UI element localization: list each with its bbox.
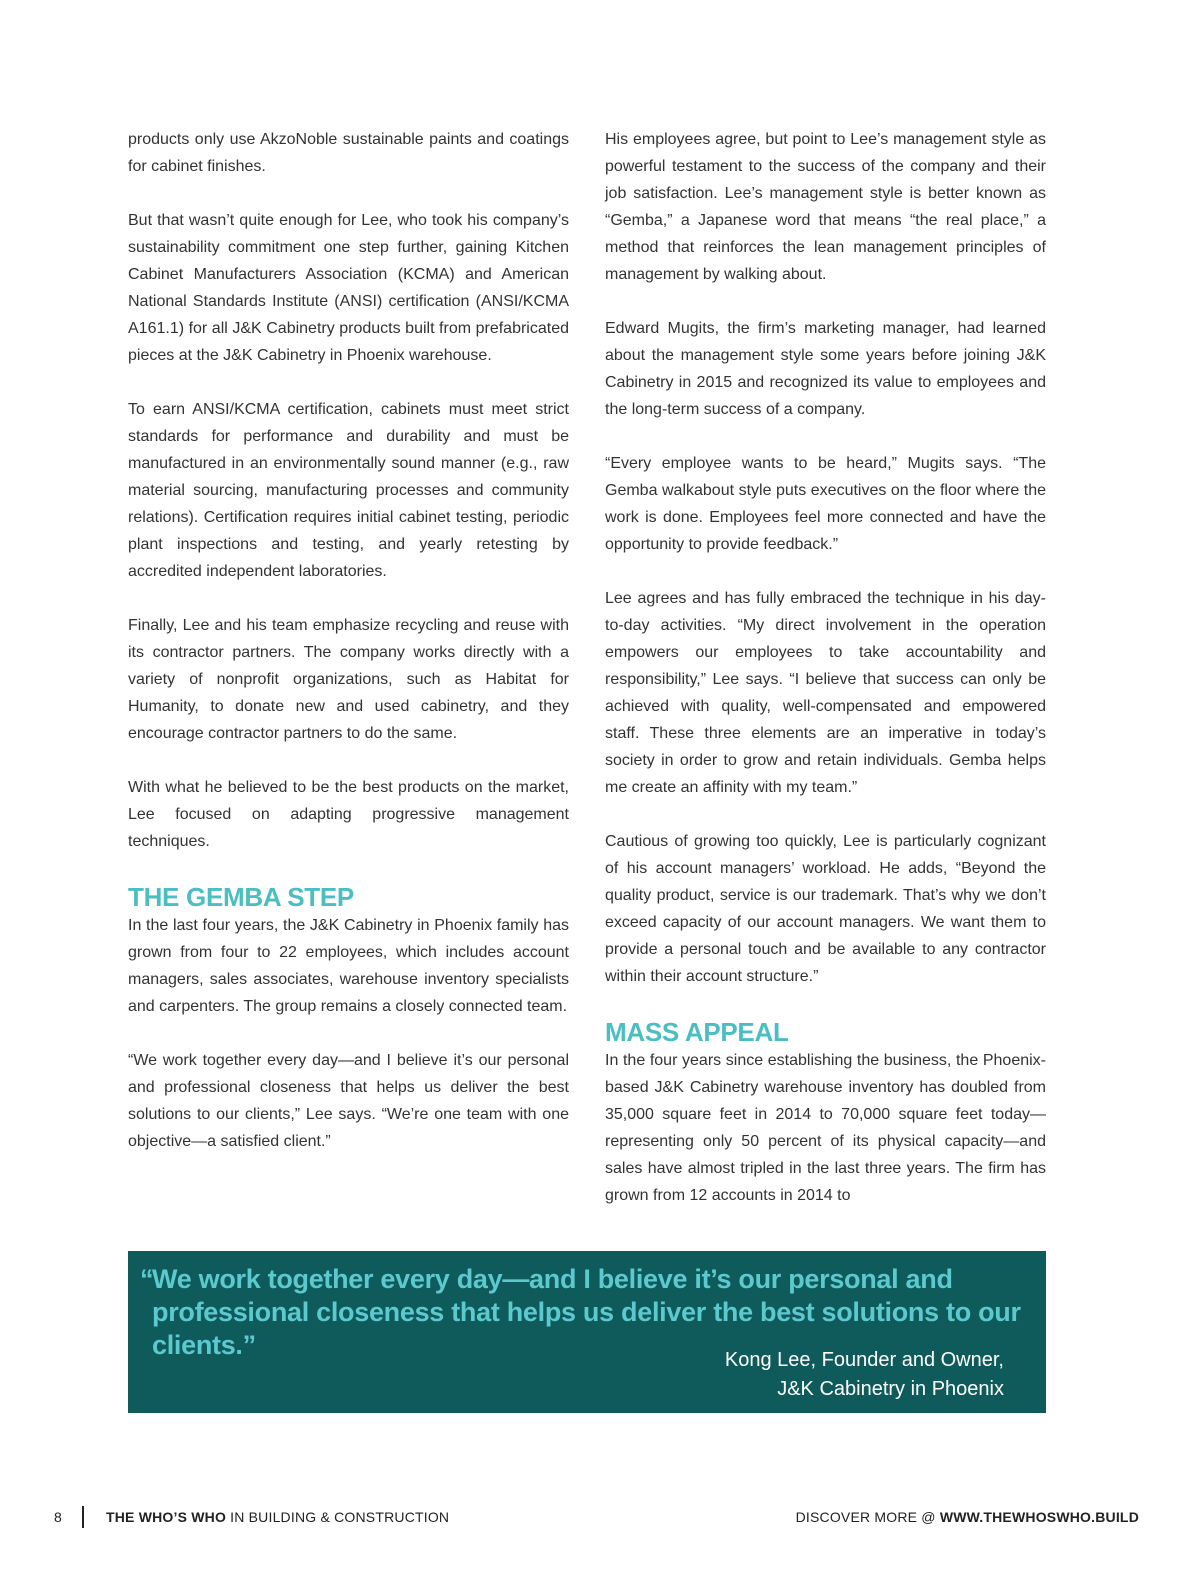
- paragraph: “We work together every day—and I believe it’s our personal and professional closeness that helps us deliver the best solutions to our clients,” Lee says. “We’re one team with one objective—a satisfied client.”: [128, 1052, 569, 1150]
- paragraph: His employees agree, but point to Lee’s management style as powerful testament to the success of the company and their job satisfaction. Lee’s management style is better known as “Gemba,” a Japanese word that means “the real place,” a method that reinforces the lean management principles of management by walking about.: [605, 131, 1046, 283]
- paragraph: “Every employee wants to be heard,” Mugits says. “The Gemba walkabout style puts executives on the floor where the work is done. Employees feel more connected and have the opportunity to provide feedback.”: [605, 455, 1046, 553]
- pull-quote-attribution: [725, 1346, 1004, 1404]
- discover-more: [796, 1503, 1139, 1531]
- publication-name-bold: THE WHO’S WHO: [106, 1509, 227, 1525]
- publication-name-rest: IN BUILDING & CONSTRUCTION: [226, 1509, 450, 1525]
- attribution-line-1: Kong Lee, Founder and Owner,: [724, 1349, 1004, 1371]
- page-footer: [0, 1503, 1200, 1531]
- paragraph: products only use AkzoNoble sustainable paints and coatings for cabinet finishes.: [128, 131, 569, 175]
- footer-divider: [82, 1506, 84, 1528]
- open-quote-mark: “: [140, 1264, 154, 1294]
- pull-quote-body: We work together every day—and I believe it’s our personal and professional closeness that helps us deliver the best solutions to our clients.”: [152, 1264, 1021, 1360]
- paragraph: In the last four years, the J&K Cabinetry in Phoenix family has grown from four to 22 employees, which includes account managers, sales associates, warehouse inventory specialists and carpenters. The group remains a closely connected team.: [128, 917, 569, 1015]
- paragraph: Cautious of growing too quickly, Lee is particularly cognizant of his account managers’ workload. He adds, “Beyond the quality product, service is our trademark. That’s why we don’t exceed capacity of our account managers. We want them to provide a personal touch and be available to any contractor within their account structure.”: [605, 833, 1046, 985]
- section-heading-gemba-step: THE GEMBA STEP: [128, 882, 354, 912]
- attribution-line-2: J&K Cabinetry in Phoenix: [777, 1378, 1004, 1400]
- paragraph: But that wasn’t quite enough for Lee, who took his company’s sustainability commitment one step further, gaining Kitchen Cabinet Manufacturers Association (KCMA) and American National Standards Institute (ANSI) certification (ANSI/KCMA A161.1) for all J&K Cabinetry products built from prefabricated pieces at the J&K Cabinetry in Phoenix warehouse.: [128, 212, 569, 364]
- right-column: [605, 126, 1046, 1236]
- website-link[interactable]: WWW.THEWHOSWHO.BUILD: [939, 1509, 1139, 1525]
- paragraph: Lee agrees and has fully embraced the technique in his day-to-day activities. “My direct involvement in the operation empowers our employees to take accountability and responsibility,” Lee says. “I believe that success can only be achieved with quality, well-compensated and empowered staff. These three elements are an imperative in today’s society in order to grow and retain individuals. Gemba helps me create an affinity with my team.”: [605, 590, 1046, 796]
- section-heading-mass-appeal: MASS APPEAL: [605, 1017, 789, 1047]
- paragraph: With what he believed to be the best products on the market, Lee focused on adapting progressive management techniques.: [128, 779, 569, 850]
- page-number: 8: [54, 1509, 62, 1525]
- paragraph: In the four years since establishing the business, the Phoenix-based J&K Cabinetry warehouse inventory has doubled from 35,000 square feet in 2014 to 70,000 square feet today—representing only 50 percent of its physical capacity—and sales have almost tripled in the last three years. The firm has grown from 12 accounts in 2014 to: [605, 1052, 1046, 1204]
- discover-label: DISCOVER MORE @: [795, 1509, 940, 1525]
- paragraph: To earn ANSI/KCMA certification, cabinets must meet strict standards for performance and durability and must be manufactured in an environmentally sound manner (e.g., raw material sourcing, manufacturing processes and community relations). Certification requires initial cabinet testing, periodic plant inspections and testing, and yearly retesting by accredited independent laboratories.: [128, 401, 569, 580]
- publication-name: [106, 1503, 449, 1531]
- pull-quote-box: [128, 1251, 1046, 1413]
- paragraph: Edward Mugits, the firm’s marketing manager, had learned about the management style some years before joining J&K Cabinetry in 2015 and recognized its value to employees and the long-term success of a company.: [605, 320, 1046, 418]
- paragraph: Finally, Lee and his team emphasize recycling and reuse with its contractor partners. The company works directly with a variety of nonprofit organizations, such as Habitat for Humanity, to donate new and used cabinetry, and they encourage contractor partners to do the same.: [128, 617, 569, 742]
- left-column: [128, 126, 569, 1182]
